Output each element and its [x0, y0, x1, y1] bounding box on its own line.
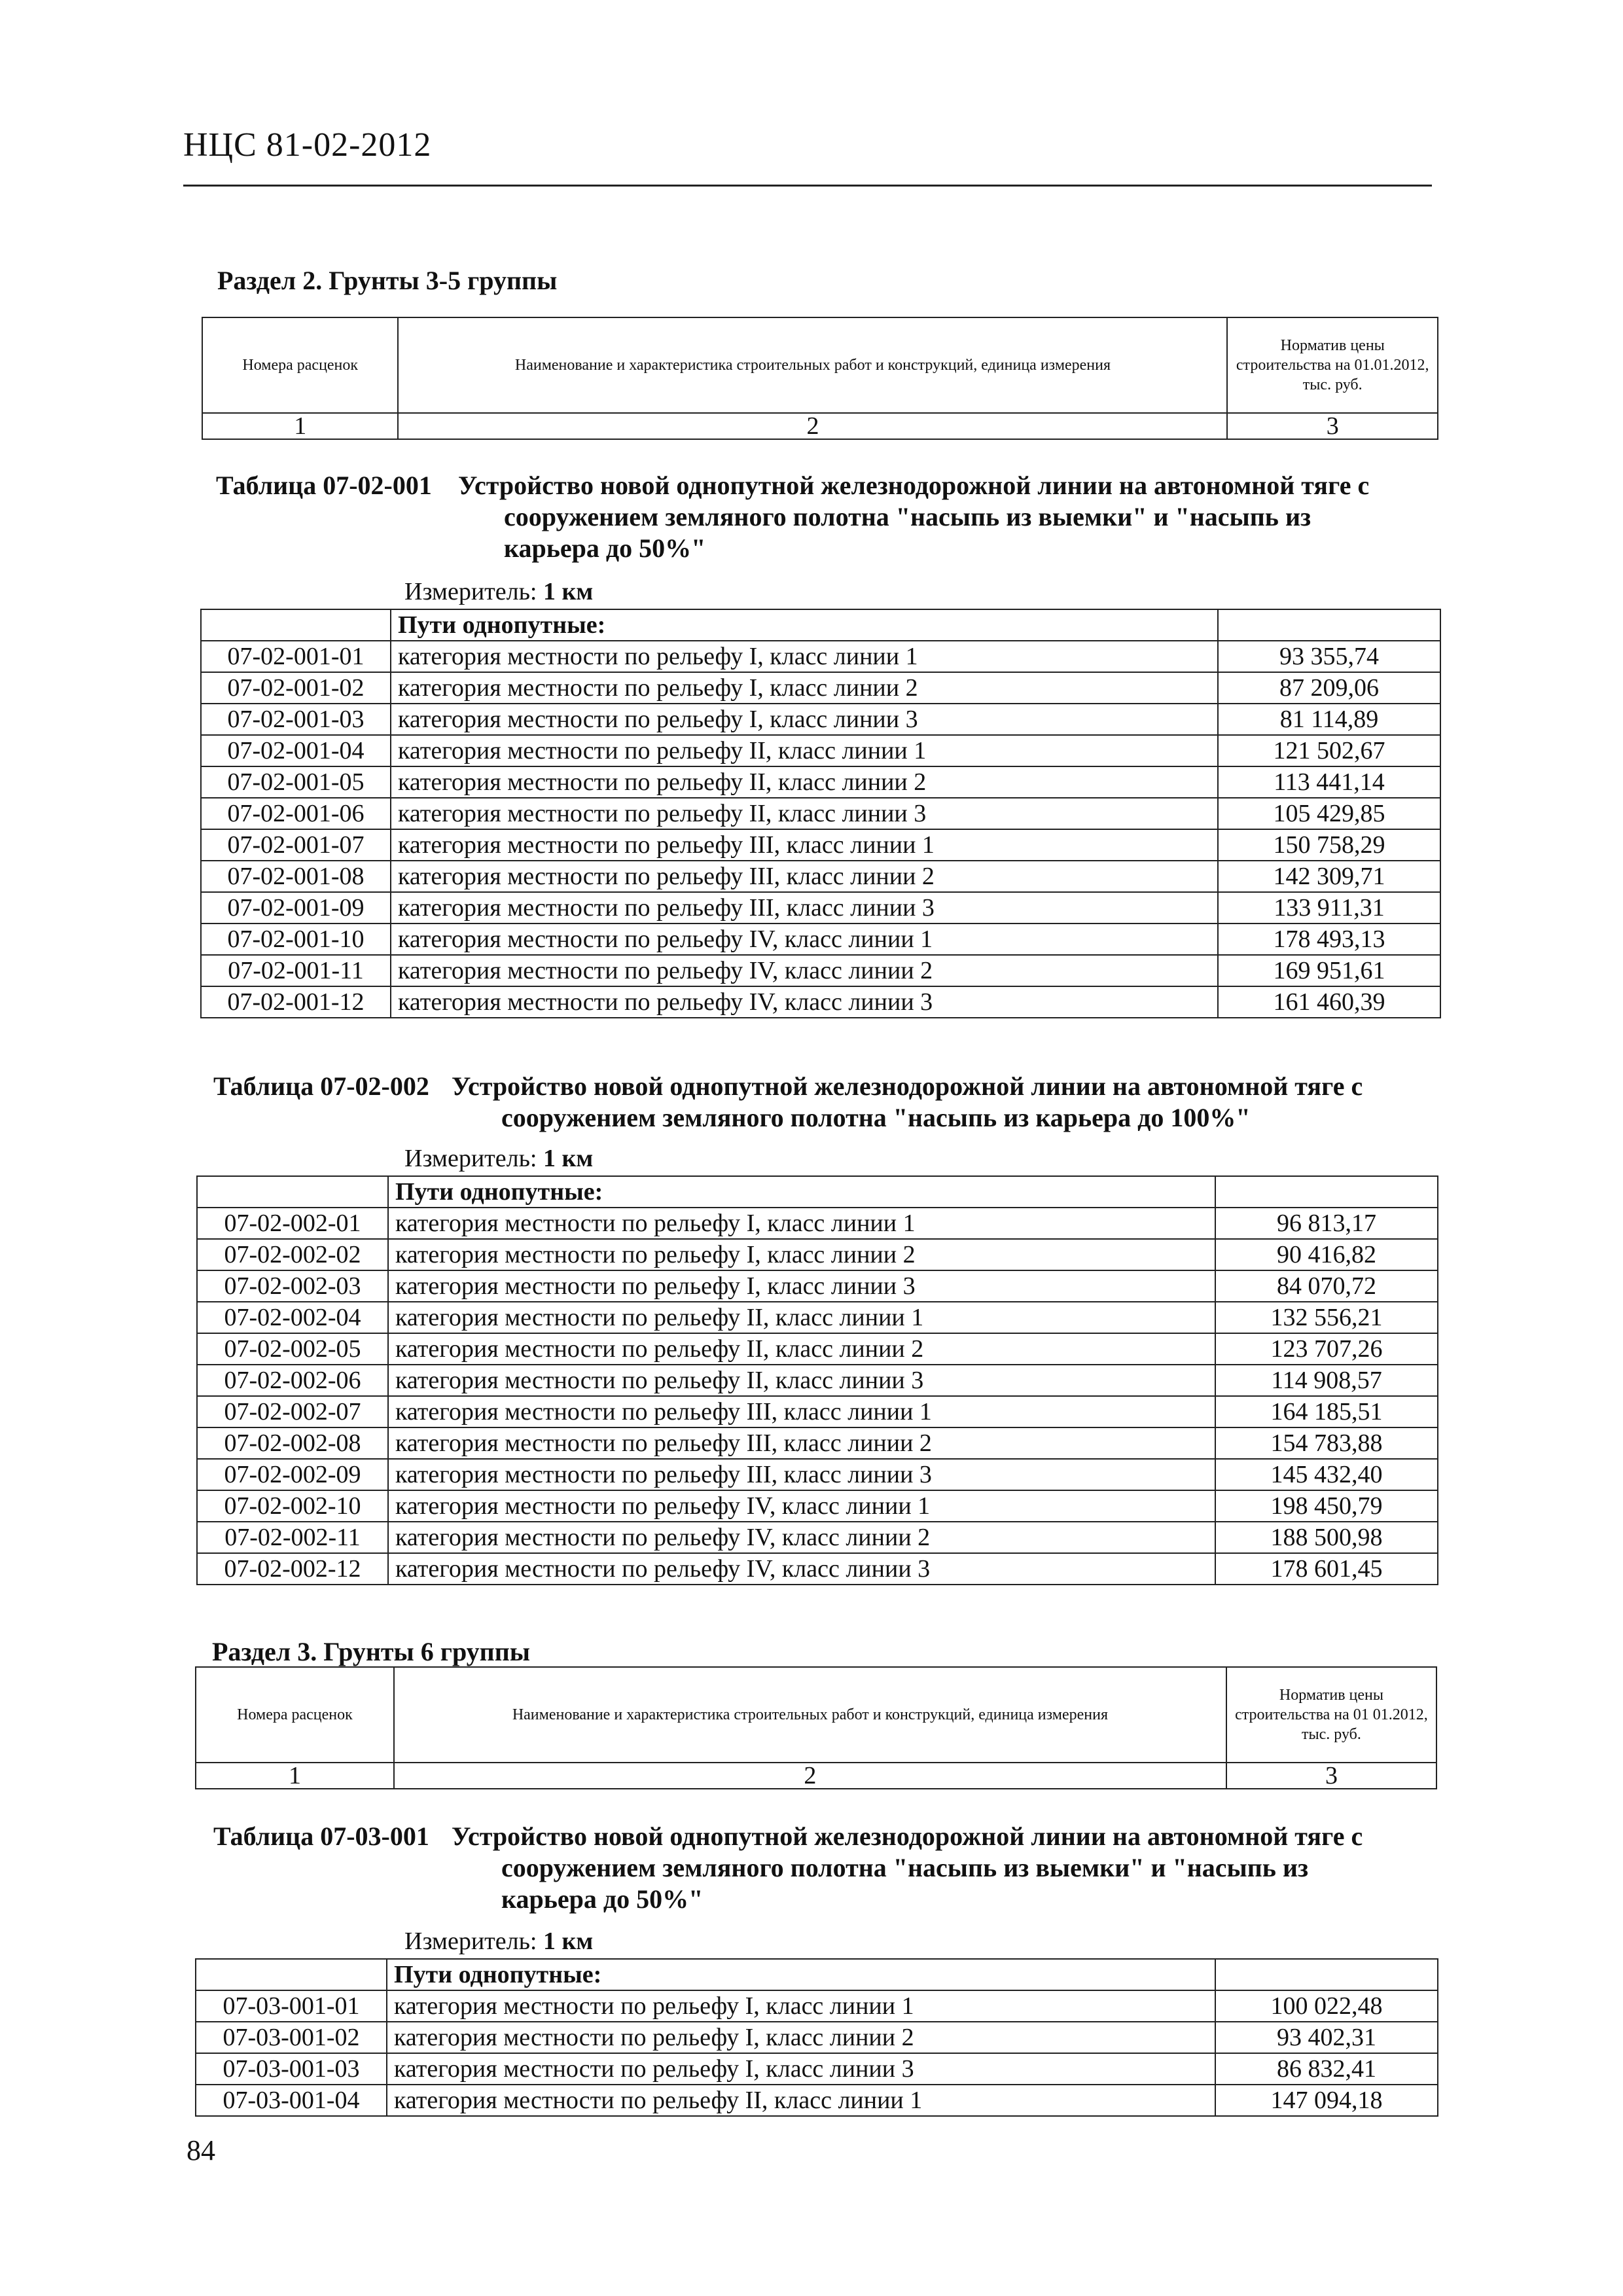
- col-number-1: 1: [196, 1763, 394, 1789]
- row-value: 147 094,18: [1215, 2085, 1438, 2116]
- row-name: категория местности по рельефу III, класс линии 3: [391, 892, 1218, 924]
- row-code: 07-02-001-05: [201, 766, 391, 798]
- row-value: 132 556,21: [1215, 1302, 1438, 1333]
- table-row: [201, 798, 1440, 829]
- table-row: [201, 829, 1440, 861]
- row-name: категория местности по рельефу I, класс линии 3: [391, 704, 1218, 735]
- row-name: категория местности по рельефу I, класс линии 1: [388, 1208, 1215, 1239]
- row-code: 07-02-001-10: [201, 924, 391, 955]
- row-value: 145 432,40: [1215, 1459, 1438, 1490]
- row-value: 142 309,71: [1218, 861, 1440, 892]
- table-row: [201, 955, 1440, 986]
- row-name: категория местности по рельефу IV, класс линии 3: [391, 986, 1218, 1018]
- row-value: 86 832,41: [1215, 2053, 1438, 2085]
- row-name: категория местности по рельефу IV, класс линии 2: [388, 1522, 1215, 1553]
- table-row: [201, 986, 1440, 1018]
- row-value: 178 601,45: [1215, 1553, 1438, 1585]
- table-row: [197, 1333, 1438, 1365]
- row-value: 169 951,61: [1218, 955, 1440, 986]
- row-value: 133 911,31: [1218, 892, 1440, 924]
- table-row: [201, 735, 1440, 766]
- row-code: 07-02-002-07: [197, 1396, 388, 1427]
- row-code: 07-02-002-02: [197, 1239, 388, 1270]
- table-row: [196, 2085, 1438, 2116]
- row-code: 07-02-001-12: [201, 986, 391, 1018]
- table-group-row: [196, 1959, 1438, 1990]
- row-name: категория местности по рельефу I, класс линии 2: [387, 2022, 1215, 2053]
- row-name: категория местности по рельефу IV, класс линии 1: [388, 1490, 1215, 1522]
- price-table-07-02-001: [200, 609, 1441, 1018]
- row-value: 121 502,67: [1218, 735, 1440, 766]
- header-rule: [183, 185, 1432, 187]
- row-name: категория местности по рельефу IV, класс линии 2: [391, 955, 1218, 986]
- row-code: 07-02-001-03: [201, 704, 391, 735]
- table-number: Таблица 07-03-001: [213, 1821, 429, 1851]
- table-title-line: Устройство новой однопутной железнодорожной линии на автономной тяге с: [452, 1071, 1363, 1101]
- table-row: [197, 1427, 1438, 1459]
- row-name: категория местности по рельефу II, класс линии 1: [387, 2085, 1215, 2116]
- row-value: 96 813,17: [1215, 1208, 1438, 1239]
- row-value: 100 022,48: [1215, 1990, 1438, 2022]
- row-code: 07-02-001-09: [201, 892, 391, 924]
- table-row: [197, 1302, 1438, 1333]
- row-name: категория местности по рельефу III, класс линии 2: [388, 1427, 1215, 1459]
- row-value: 93 355,74: [1218, 641, 1440, 672]
- row-value: 178 493,13: [1218, 924, 1440, 955]
- row-code: 07-02-002-11: [197, 1522, 388, 1553]
- table-row: [196, 2053, 1438, 2085]
- row-code: 07-02-002-10: [197, 1490, 388, 1522]
- row-value: 87 209,06: [1218, 672, 1440, 704]
- table-row: [196, 1990, 1438, 2022]
- table-title-line: сооружением земляного полотна "насыпь из выемки" и "насыпь из: [501, 1853, 1309, 1882]
- table-caption: [213, 1821, 1431, 1919]
- table-caption: [213, 1071, 1431, 1136]
- table-row: [201, 924, 1440, 955]
- row-name: категория местности по рельефу III, класс линии 3: [388, 1459, 1215, 1490]
- row-name: категория местности по рельефу I, класс линии 2: [391, 672, 1218, 704]
- row-code: 07-02-002-01: [197, 1208, 388, 1239]
- table-row: [201, 641, 1440, 672]
- row-code: 07-02-001-01: [201, 641, 391, 672]
- col-number-1: 1: [202, 413, 398, 439]
- col-number-2: 2: [398, 413, 1227, 439]
- table-group-row: [201, 609, 1440, 641]
- row-value: 105 429,85: [1218, 798, 1440, 829]
- measure-value: 1 км: [543, 578, 594, 605]
- row-value: 81 114,89: [1218, 704, 1440, 735]
- price-table-07-03-001: [195, 1958, 1438, 2117]
- table-title-line: сооружением земляного полотна "насыпь из карьера до 100%": [501, 1103, 1251, 1132]
- row-name: категория местности по рельефу II, класс линии 1: [391, 735, 1218, 766]
- table-row: [197, 1396, 1438, 1427]
- row-name: категория местности по рельефу II, класс линии 2: [388, 1333, 1215, 1365]
- row-code: 07-02-002-03: [197, 1270, 388, 1302]
- row-name: категория местности по рельефу I, класс линии 3: [387, 2053, 1215, 2085]
- table-group-row: [197, 1176, 1438, 1208]
- table-row: [201, 704, 1440, 735]
- row-name: категория местности по рельефу I, класс линии 1: [391, 641, 1218, 672]
- row-value: 154 783,88: [1215, 1427, 1438, 1459]
- row-value: 114 908,57: [1215, 1365, 1438, 1396]
- row-code: 07-02-001-02: [201, 672, 391, 704]
- row-name: категория местности по рельефу III, класс линии 1: [388, 1396, 1215, 1427]
- table-row: [197, 1459, 1438, 1490]
- row-name: категория местности по рельефу IV, класс линии 3: [388, 1553, 1215, 1585]
- row-code: 07-03-001-02: [196, 2022, 387, 2053]
- row-value: 161 460,39: [1218, 986, 1440, 1018]
- measure-label: Измеритель:: [404, 1928, 537, 1955]
- row-value: 164 185,51: [1215, 1396, 1438, 1427]
- table-row: [197, 1239, 1438, 1270]
- table-title-line: карьера до 50%": [504, 533, 706, 563]
- col-number-2: 2: [394, 1763, 1226, 1789]
- table-row: [201, 766, 1440, 798]
- table-row: [197, 1490, 1438, 1522]
- table-row: [197, 1365, 1438, 1396]
- table-row: [201, 892, 1440, 924]
- group-label: Пути однопутные:: [388, 1176, 1215, 1208]
- col-number-3: 3: [1227, 413, 1438, 439]
- row-code: 07-02-001-07: [201, 829, 391, 861]
- row-name: категория местности по рельефу IV, класс линии 1: [391, 924, 1218, 955]
- table-number: Таблица 07-02-001: [216, 471, 432, 500]
- row-code: 07-02-002-05: [197, 1333, 388, 1365]
- table-row: [197, 1522, 1438, 1553]
- row-code: 07-02-001-08: [201, 861, 391, 892]
- row-name: категория местности по рельефу III, класс линии 2: [391, 861, 1218, 892]
- col-number-3: 3: [1226, 1763, 1436, 1789]
- section-3-title: Раздел 3. Грунты 6 группы: [212, 1637, 530, 1666]
- row-name: категория местности по рельефу II, класс линии 1: [388, 1302, 1215, 1333]
- col-header-price: Норматив цены строительства на 01 01.2012, тыс. руб.: [1226, 1667, 1436, 1763]
- row-name: категория местности по рельефу II, класс линии 3: [388, 1365, 1215, 1396]
- row-value: 188 500,98: [1215, 1522, 1438, 1553]
- row-code: 07-02-002-04: [197, 1302, 388, 1333]
- row-name: категория местности по рельефу I, класс линии 2: [388, 1239, 1215, 1270]
- measure-unit: [404, 1144, 593, 1173]
- col-header-codes: Номера расценок: [202, 317, 398, 413]
- row-code: 07-02-002-06: [197, 1365, 388, 1396]
- group-label: Пути однопутные:: [387, 1959, 1215, 1990]
- measure-label: Измеритель:: [404, 1145, 537, 1172]
- table-row: [201, 672, 1440, 704]
- row-name: категория местности по рельефу I, класс линии 1: [387, 1990, 1215, 2022]
- section-2-title: Раздел 2. Грунты 3-5 группы: [217, 266, 558, 295]
- page-number: 84: [187, 2134, 215, 2166]
- group-label: Пути однопутные:: [391, 609, 1218, 641]
- table-row: [201, 861, 1440, 892]
- table-number: Таблица 07-02-002: [213, 1071, 429, 1101]
- table-title-line: Устройство новой однопутной железнодорожной линии на автономной тяге с: [458, 471, 1370, 500]
- row-code: 07-02-001-06: [201, 798, 391, 829]
- table-caption: [216, 470, 1433, 568]
- table-title-line: Устройство новой однопутной железнодорожной линии на автономной тяге с: [452, 1821, 1363, 1851]
- measure-unit: [404, 577, 593, 606]
- row-name: категория местности по рельефу I, класс линии 3: [388, 1270, 1215, 1302]
- row-value: 123 707,26: [1215, 1333, 1438, 1365]
- section-3-column-header: [195, 1666, 1437, 1789]
- col-header-name: Наименование и характеристика строительных работ и конструкций, единица измерения: [394, 1667, 1226, 1763]
- row-code: 07-03-001-01: [196, 1990, 387, 2022]
- row-value: 113 441,14: [1218, 766, 1440, 798]
- table-row: [197, 1270, 1438, 1302]
- row-value: 198 450,79: [1215, 1490, 1438, 1522]
- col-header-codes: Номера расценок: [196, 1667, 394, 1763]
- section-2-column-header: [202, 317, 1438, 440]
- measure-value: 1 км: [543, 1928, 594, 1955]
- table-title-line: сооружением земляного полотна "насыпь из выемки" и "насыпь из: [504, 502, 1311, 531]
- row-value: 93 402,31: [1215, 2022, 1438, 2053]
- row-code: 07-03-001-03: [196, 2053, 387, 2085]
- table-row: [197, 1208, 1438, 1239]
- row-code: 07-02-002-08: [197, 1427, 388, 1459]
- row-name: категория местности по рельефу II, класс линии 2: [391, 766, 1218, 798]
- price-table-07-02-002: [196, 1175, 1438, 1585]
- row-code: 07-02-002-12: [197, 1553, 388, 1585]
- row-code: 07-02-001-11: [201, 955, 391, 986]
- col-header-price: Норматив цены строительства на 01.01.2012, тыс. руб.: [1227, 317, 1438, 413]
- table-row: [196, 2022, 1438, 2053]
- measure-label: Измеритель:: [404, 578, 537, 605]
- row-code: 07-02-002-09: [197, 1459, 388, 1490]
- row-code: 07-03-001-04: [196, 2085, 387, 2116]
- table-title-line: карьера до 50%": [501, 1884, 704, 1914]
- row-name: категория местности по рельефу III, класс линии 1: [391, 829, 1218, 861]
- row-name: категория местности по рельефу II, класс линии 3: [391, 798, 1218, 829]
- col-header-name: Наименование и характеристика строительных работ и конструкций, единица измерения: [398, 317, 1227, 413]
- row-value: 150 758,29: [1218, 829, 1440, 861]
- measure-unit: [404, 1927, 593, 1956]
- row-code: 07-02-001-04: [201, 735, 391, 766]
- measure-value: 1 км: [543, 1145, 594, 1172]
- row-value: 84 070,72: [1215, 1270, 1438, 1302]
- document-header: НЦС 81-02-2012: [183, 126, 432, 164]
- table-row: [197, 1553, 1438, 1585]
- row-value: 90 416,82: [1215, 1239, 1438, 1270]
